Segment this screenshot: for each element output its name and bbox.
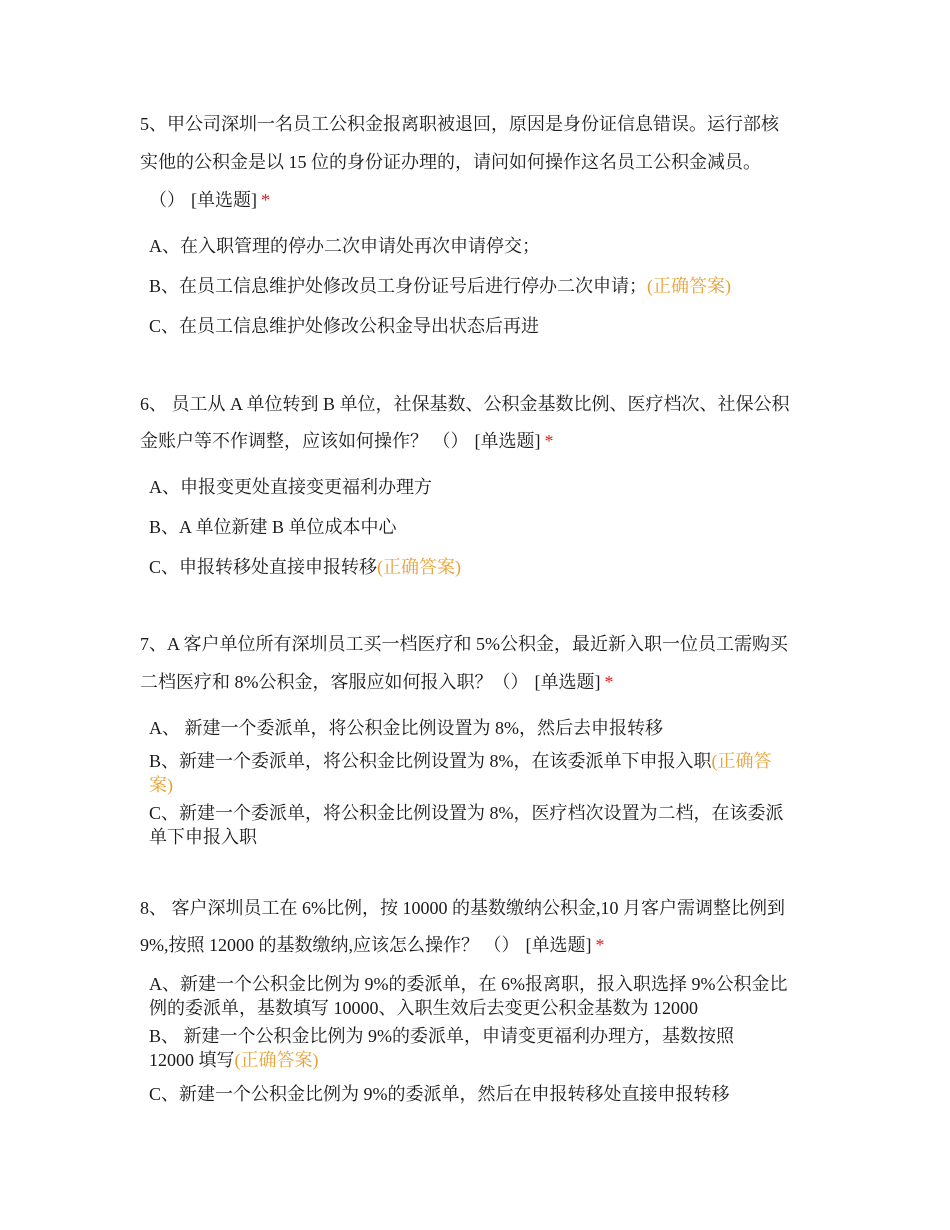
option-a[interactable]: A、 新建一个委派单，将公积金比例设置为 8%，然后去申报转移 [149, 718, 663, 738]
question-type-tag: [单选题] [191, 190, 257, 210]
correct-answer-label: (正确答案) [149, 751, 772, 795]
option-c[interactable]: C、申报转移处直接申报转移(正确答案) [149, 557, 462, 577]
required-mark: * [261, 190, 270, 210]
required-mark: * [604, 672, 614, 692]
question-text: 7、A 客户单位所有深圳员工买一档医疗和 5%公积金，最近新入职一位员工需购买 [140, 634, 788, 654]
option-a[interactable]: A、新建一个公积金比例为 9%的委派单，在 6%报离职，报入职选择 9%公积金比例的委派单，基数填写 10000、入职生效后去变更公积金基数为 12000 [149, 974, 788, 1018]
question-text: 5、甲公司深圳一名员工公积金报离职被退回，原因是身份证信息错误。运行部核 [140, 114, 779, 134]
option-c[interactable]: C、在员工信息维护处修改公积金导出状态后再进 [149, 316, 540, 336]
required-mark: * [544, 431, 554, 451]
question-text: 实他的公积金是以 15 位的身份证办理的，请问如何操作这名员工公积金减员。 [140, 152, 761, 172]
option-a[interactable]: A、申报变更处直接变更福利办理方 [149, 477, 432, 497]
question-type-tag: [单选题] [534, 672, 601, 692]
option-c[interactable]: C、新建一个委派单，将公积金比例设置为 8%，医疗档次设置为二档，在该委派单下申报入职 [149, 803, 784, 847]
option-a[interactable]: A、在入职管理的停办二次申请处再次申请停交； [149, 236, 540, 256]
question-text: 6、 员工从 A 单位转到 B 单位，社保基数、公积金基数比例、医疗档次、社保公积 [140, 394, 790, 414]
option-b[interactable]: B、A 单位新建 B 单位成本中心 [149, 517, 397, 537]
question-text: 8、 客户深圳员工在 6%比例，按 10000 的基数缴纳公积金,10 月客户需调整比例到 [140, 898, 785, 918]
question-text: 9%,按照 12000 的基数缴纳,应该怎么操作？ （） [单选题] * [140, 935, 605, 955]
question-text: 金账户等不作调整，应该如何操作？ （） [单选题] * [140, 431, 554, 451]
question-text: 二档医疗和 8%公积金，客服应如何报入职？（） [单选题] * [140, 672, 614, 692]
option-b[interactable]: B、在员工信息维护处修改员工身份证号后进行停办二次申请；(正确答案) [149, 276, 732, 296]
option-b[interactable]: B、 新建一个公积金比例为 9%的委派单，申请变更福利办理方，基数按照 12000 填写(正确答案) [149, 1026, 734, 1070]
correct-answer-label: (正确答案) [647, 276, 732, 296]
question-type-tag: [单选题] [474, 431, 541, 451]
question-type-tag: [单选题] [525, 935, 592, 955]
correct-answer-label: (正确答案) [377, 557, 462, 577]
option-c[interactable]: C、新建一个公积金比例为 9%的委派单，然后在申报转移处直接申报转移 [149, 1084, 730, 1104]
correct-answer-label: (正确答案) [234, 1050, 319, 1070]
required-mark: * [595, 935, 605, 955]
option-b[interactable]: B、新建一个委派单，将公积金比例设置为 8%，在该委派单下申报入职(正确答案) [149, 751, 772, 795]
question-text: （） [单选题] * [149, 190, 270, 210]
